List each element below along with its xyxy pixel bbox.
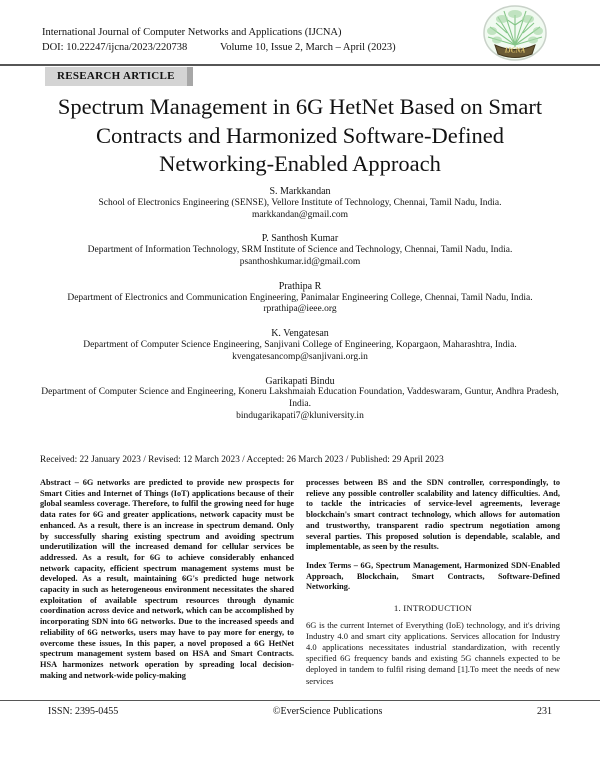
author-block xyxy=(40,328,560,363)
article-type-badge: RESEARCH ARTICLE xyxy=(45,67,193,86)
author-block xyxy=(40,233,560,268)
paper-title: Spectrum Management in 6G HetNet Based on Smart Contracts and Harmonized Software-Defined Networking-Enabled Approach xyxy=(57,94,543,176)
abstract-left: Abstract – 6G networks are predicted to provide new prospects for Smart Cities and Internet of Things (IoT) applications because of their global seamless coverage. Therefore, to fulfil the growing need for huge data rates for 6G and greater applications, network capacity must be enhanced. As a result, there is an increase in spectrum demand. Only by successfully sharing existing spectrum and avoiding spectrum underutilization will the increased demand for cellular services be addressed. As a result, for 6G to achieve considerably enhanced network capacity, efficient spectrum management systems must be developed. As a result, maintaining 6G's predicted huge network capacity in such as heterogeneous environment necessitates the shared exploitation of available spectrum resources through dynamic coordination across device and network, which can be accomplished by incorporating SDN into 6G networks. Due to the increased speeds and reliability of 6G networks, users may have to pay more for energy, to overcome these issues, In this paper, a novel proposed a 6G HetNet spectrum management system based on HSA and Smart Contracts. HSA harmonizes network operation by spreading local decision-making and network-wide policy-making xyxy=(40,478,294,680)
page-number: 231 xyxy=(537,706,552,717)
footer-divider xyxy=(0,700,600,701)
section-heading-introduction: 1. INTRODUCTION xyxy=(393,603,473,614)
author-affiliation: Department of Computer Science Engineering, Sanjivani College of Engineering, Kopargaon, Maharashtra, India. xyxy=(83,339,517,350)
publication-dates: Received: 22 January 2023 / Revised: 12 March 2023 / Accepted: 26 March 2023 / Published: 29 April 2023 xyxy=(40,455,444,465)
author-email: kvengatesancomp@sanjivani.org.in xyxy=(232,351,368,362)
left-column xyxy=(40,478,294,706)
author-name: Garikapati Bindu xyxy=(265,375,335,387)
author-block xyxy=(40,281,560,316)
journal-name: International Journal of Computer Networks and Applications (IJCNA) xyxy=(42,27,342,38)
introduction-text: 6G is the current Internet of Everything (IoE) technology, and it's driving Industry 4.0 and smart city applications. Services allocation for Industry 4.0 applications necessitates industrial standardization, with recently specified 6G frequency bands and existing 5G channels expected to be deployed in tandem to fulfil rising demand [1].To meet the needs of new services xyxy=(306,620,560,686)
issue-info: Volume 10, Issue 2, March – April (2023) xyxy=(220,42,396,53)
publisher-text: ©EverScience Publications xyxy=(272,706,383,717)
doi-text: DOI: 10.22247/ijcna/2023/220738 xyxy=(42,42,188,53)
author-email: bindugarikapati7@kluniversity.in xyxy=(236,410,364,421)
author-email: psanthoshkumar.id@gmail.com xyxy=(239,256,361,267)
author-name: S. Markkandan xyxy=(269,186,331,197)
author-email: markkandan@gmail.com xyxy=(251,209,349,220)
header-divider xyxy=(0,64,600,66)
author-affiliation: Department of Information Technology, SRM Institute of Science and Technology, Chennai, Tamil Nadu, India. xyxy=(87,245,513,256)
author-block xyxy=(40,376,560,423)
author-name: K. Vengatesan xyxy=(271,328,329,340)
author-affiliation: School of Electronics Engineering (SENSE), Vellore Institute of Technology, Chennai, Tamil Nadu, India. xyxy=(98,197,502,208)
author-block xyxy=(40,186,560,221)
issn-text: ISSN: 2395-0455 xyxy=(48,706,119,717)
author-email: rprathipa@ieee.org xyxy=(263,304,337,315)
author-name: Prathipa R xyxy=(278,280,322,292)
index-terms: Index Terms – 6G, Spectrum Management, Harmonized SDN-Enabled Approach, Blockchain, Smart Contracts, Software-Defined Networking. xyxy=(306,560,560,592)
abstract-right: processes between BS and the SDN controller, correspondingly, to relieve any possible controller scalability and latency difficulties. And, to tackle the intricacies of service-level agreements, leverage blockchain's smart contract technology, which allows for automation and trustworthy, transparent radio spectrum negotiation among several parties. This proposed solution is dependable, scalable, and implementable, as seen by the results. xyxy=(306,478,560,552)
author-affiliation: Department of Electronics and Communication Engineering, Panimalar Engineering College, Chennai, Tamil Nadu, India. xyxy=(67,292,533,303)
footer xyxy=(48,706,552,717)
authors-section xyxy=(40,186,560,435)
logo-text: IJCNA xyxy=(504,46,526,55)
author-affiliation: Department of Computer Science and Engineering, Koneru Lakshmaiah Education Foundation, Vaddeswaram, Guntur, Andhra Pradesh, India. xyxy=(41,387,559,410)
author-name: P. Santhosh Kumar xyxy=(261,233,339,245)
body-columns xyxy=(40,478,560,706)
right-column xyxy=(306,478,560,706)
journal-logo-icon xyxy=(482,5,548,68)
